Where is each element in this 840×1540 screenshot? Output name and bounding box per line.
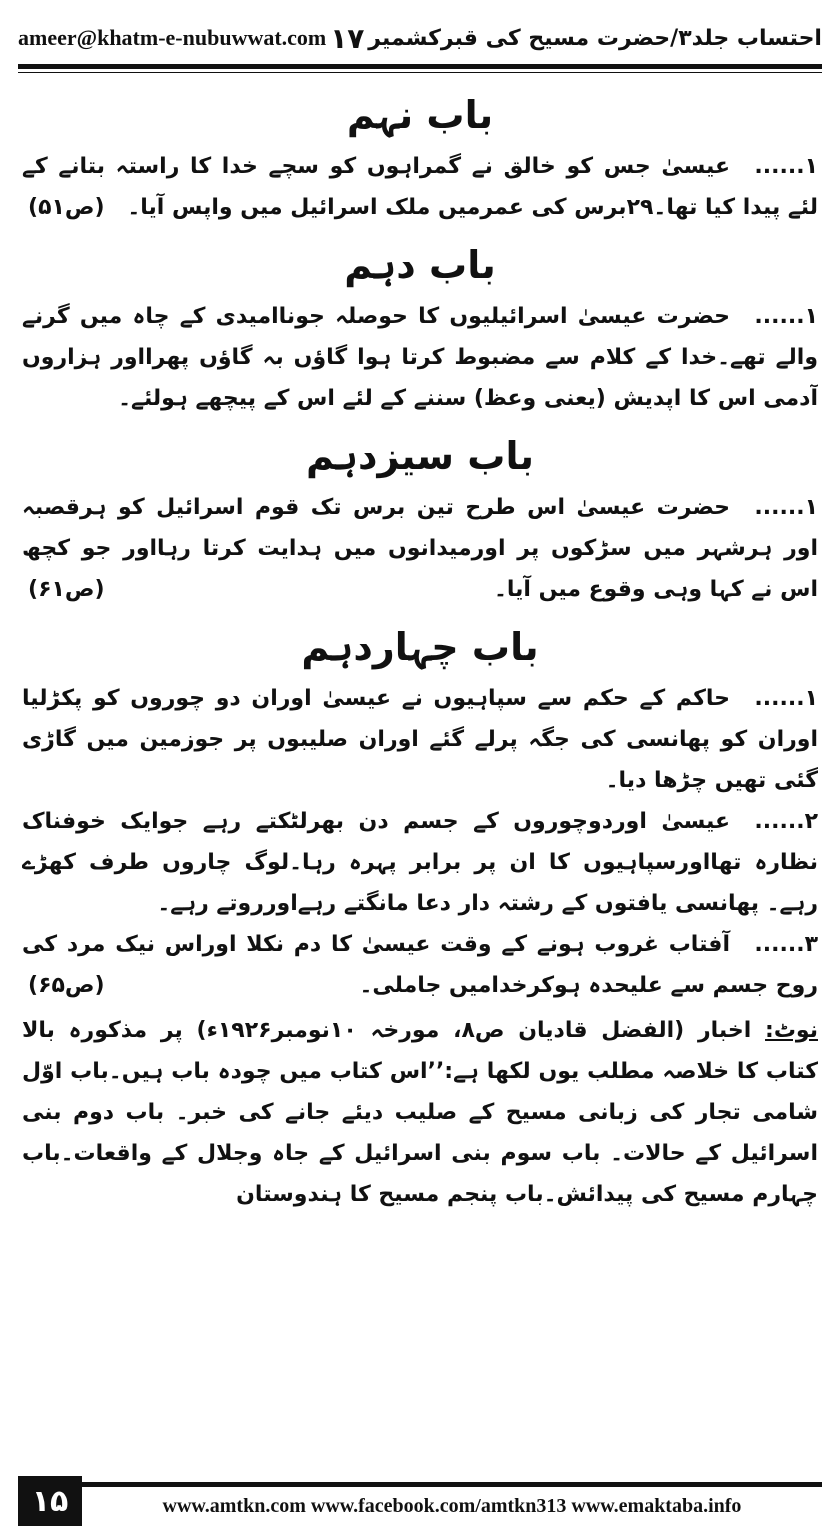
page-reference: (ص۵۱) — [28, 195, 105, 220]
paragraph-number: ۱...... — [754, 154, 818, 179]
page-content — [22, 78, 818, 1460]
footer-page-number: ۱۵ — [18, 1476, 82, 1526]
paragraph-text: عیسیٰ اوردوچوروں کے جسم دن بھرلٹکتے رہے جوایک خوفناک نظارہ تھااورسپاہیوں کا ان پر برابر پہرہ رہا۔لوگ چاروں طرف کھڑے رہے۔ پھانسی یافتوں کے رشتہ دار دعا مانگتے رہےاورروتے رہے۔ — [22, 809, 818, 916]
chapter-10 — [22, 236, 818, 419]
header-book-title: احتساب جلد۳/حضرت مسیح کی قبرکشمیر — [368, 25, 822, 51]
header-rule — [18, 64, 822, 69]
paragraph-text: حاکم کے حکم سے سپاہیوں نے عیسیٰ اوران دو چوروں کو پکڑلیا اوران کو پھانسی کی جگہ پرلے گئے اوران صلیبوں پر جوزمین میں گاڑی گئی تھیں چڑھا دیا۔ — [22, 686, 818, 793]
note — [22, 1010, 818, 1215]
paragraph-number: ۱...... — [754, 304, 818, 329]
chapter-heading: باب چہاردہم — [301, 625, 539, 669]
page-header — [18, 18, 822, 58]
paragraph-text: آفتاب غروب ہونے کے وقت عیسیٰ کا دم نکلا اوراس نیک مرد کی روح جسم سے علیحدہ ہوکرخدامیں جاملی۔ — [22, 932, 818, 998]
chapter-13 — [22, 427, 818, 610]
paragraph-number: ۲...... — [754, 809, 818, 834]
footer-links: www.amtkn.com www.facebook.com/amtkn313 www.emaktaba.info — [162, 1495, 742, 1517]
footer-band — [82, 1476, 822, 1526]
paragraph — [22, 487, 818, 610]
header-rule-thin — [18, 72, 822, 73]
chapter-heading: باب نہم — [346, 93, 494, 137]
paragraph — [22, 146, 818, 228]
chapter-heading: باب دہم — [344, 243, 496, 287]
paragraph-number: ۳...... — [754, 932, 818, 957]
page-footer — [18, 1476, 822, 1526]
header-page-number: ۱۷ — [330, 21, 365, 55]
chapter-heading: باب سیزدہم — [305, 434, 535, 478]
note-text: اخبار (الفضل قادیان ص۸، مورخہ ۱۰نومبر۱۹۲۶ء) پر مذکورہ بالا کتاب کا خلاصہ مطلب یوں لکھا ہے:’’اس کتاب میں چودہ باب ہیں۔باب اوّل شامی تجار کی زبانی مسیح کے صلیب دیئے جانے کی خبر۔ باب دوم بنی اسرائیل کے حالات۔ باب سوم بنی اسرائیل کے جاہ وجلال کے واقعات۔باب چہارم مسیح کی پیدائش۔باب پنجم مسیح کا ہندوستان — [22, 1018, 818, 1207]
paragraph-number: ۱...... — [754, 686, 818, 711]
paragraph-text: حضرت عیسیٰ اسرائیلیوں کا حوصلہ جوناامیدی کے چاہ میں گرنے والے تھے۔خدا کے کلام سے مضبوط کرتا ہوا گاؤں بہ گاؤں پھرااور ہزاروں آدمی اس کا اپدیش (یعنی وعظ) سننے کے لئے اس کے پیچھے ہولئے۔ — [22, 304, 818, 411]
paragraph — [22, 801, 818, 924]
paragraph-text: عیسیٰ جس کو خالق نے گمراہوں کو سچے خدا کا راستہ بتانے کے لئے پیدا کیا تھا۔۲۹برس کی عمرمیں ملک اسرائیل میں واپس آیا۔ — [22, 154, 818, 220]
chapter-14 — [22, 618, 818, 1006]
chapter-9 — [22, 86, 818, 228]
paragraph — [22, 678, 818, 801]
paragraph-text: حضرت عیسیٰ اس طرح تین برس تک قوم اسرائیل کو ہرقصبہ اور ہرشہر میں سڑکوں پر اورمیدانوں میں ہدایت کرتا رہااور جو کچھ اس نے کہا وہی وقوع میں آیا۔ — [22, 495, 818, 602]
paragraph — [22, 296, 818, 419]
page-reference: (ص۶۵) — [28, 973, 105, 998]
paragraph — [22, 924, 818, 1006]
header-email: ameer@khatm-e-nubuwwat.com — [18, 25, 327, 50]
note-label: نوٹ: — [765, 1018, 818, 1043]
page-reference: (ص۶۱) — [28, 577, 105, 602]
paragraph-number: ۱...... — [754, 495, 818, 520]
